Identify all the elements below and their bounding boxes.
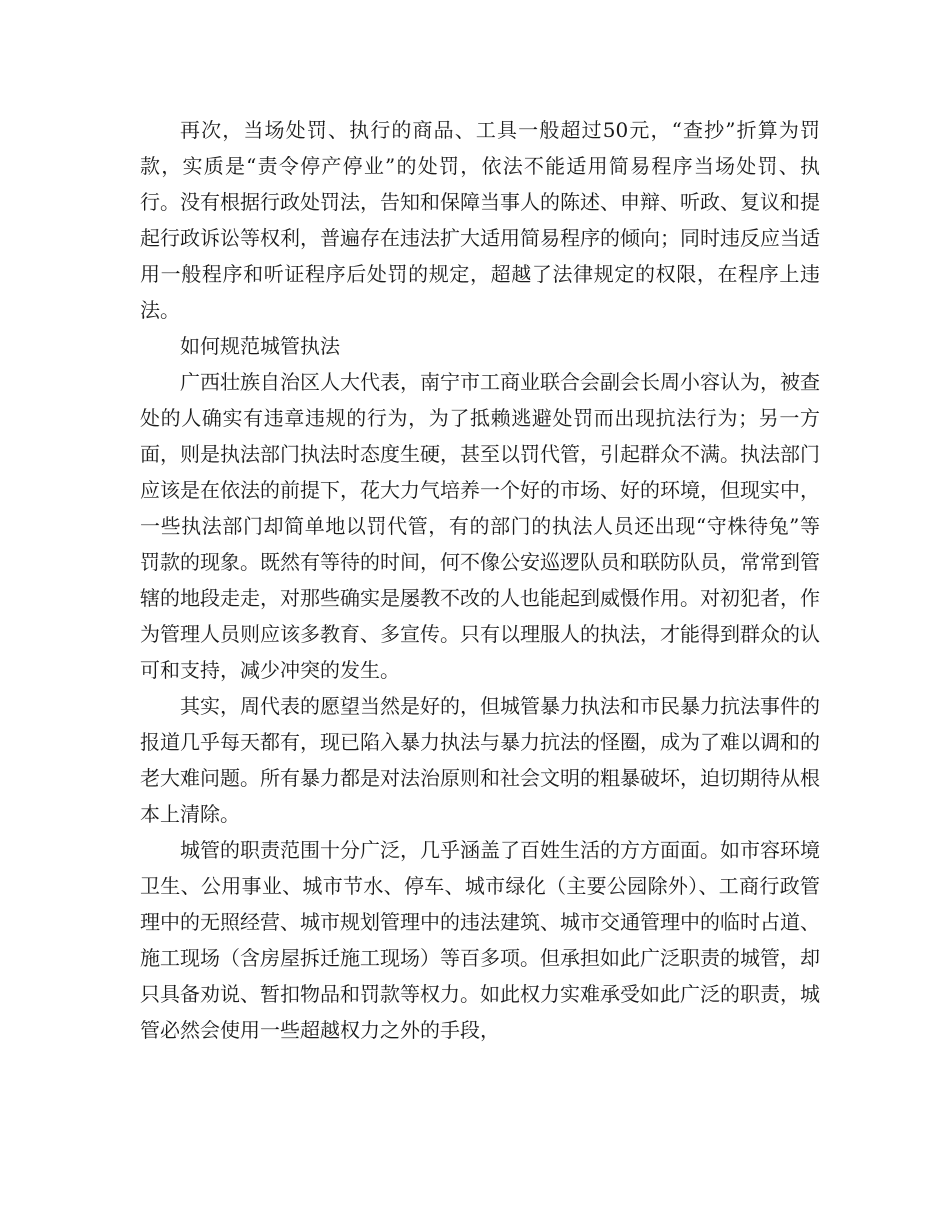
section-heading: 如何规范城管执法 [180,334,340,358]
paragraph-procedure-violation: 再次，当场处罚、执行的商品、工具一般超过50元，“查抄”折算为罚款，实质是“责令停产停业”的处罚，依法不能适用简易程序当场处罚、执行。没有根据行政处罚法，告知和保障当事人的陈述、申辩、听政、复议和提起行政诉讼等权利，普遍存在违法扩大适用简易程序的倾向；同时违反应当适用一般程序和听证程序后处罚的规定，超越了法律规定的权限，在程序上违法。 [140,118,820,322]
paragraph-duties-scope: 城管的职责范围十分广泛，几乎涵盖了百姓生活的方方面面。如市容环境卫生、公用事业、城市节水、停车、城市绿化（主要公园除外）、工商行政管理中的无照经营、城市规划管理中的违法建筑、城市交通管理中的临时占道、施工现场（含房屋拆迁施工现场）等百多项。但承担如此广泛职责的城管，却只具备劝说、暂扣物品和罚款等权力。如此权力实难承受如此广泛的职责，城管必然会使用一些超越权力之外的手段， [140,838,820,1042]
paragraph-representative-view: 广西壮族自治区人大代表，南宁市工商业联合会副会长周小容认为，被查处的人确实有违章违规的行为，为了抵赖逃避处罚而出现抗法行为；另一方面，则是执法部门执法时态度生硬，甚至以罚代管，引起群众不满。执法部门应该是在依法的前提下，花大力气培养一个好的市场、好的环境，但现实中，一些执法部门却简单地以罚代管，有的部门的执法人员还出现“守株待兔”等罚款的现象。既然有等待的时间，何不像公安巡逻队员和联防队员，常常到管辖的地段走走，对那些确实是屡教不改的人也能起到威慑作用。对初犯者，作为管理人员则应该多教育、多宣传。只有以理服人的执法，才能得到群众的认可和支持，减少冲突的发生。 [140,370,820,682]
document-body [140,112,820,1048]
paragraph-violence-cycle: 其实，周代表的愿望当然是好的，但城管暴力执法和市民暴力抗法事件的报道几乎每天都有，现已陷入暴力执法与暴力抗法的怪圈，成为了难以调和的老大难问题。所有暴力都是对法治原则和社会文明的粗暴破坏，迫切期待从根本上清除。 [140,694,820,826]
